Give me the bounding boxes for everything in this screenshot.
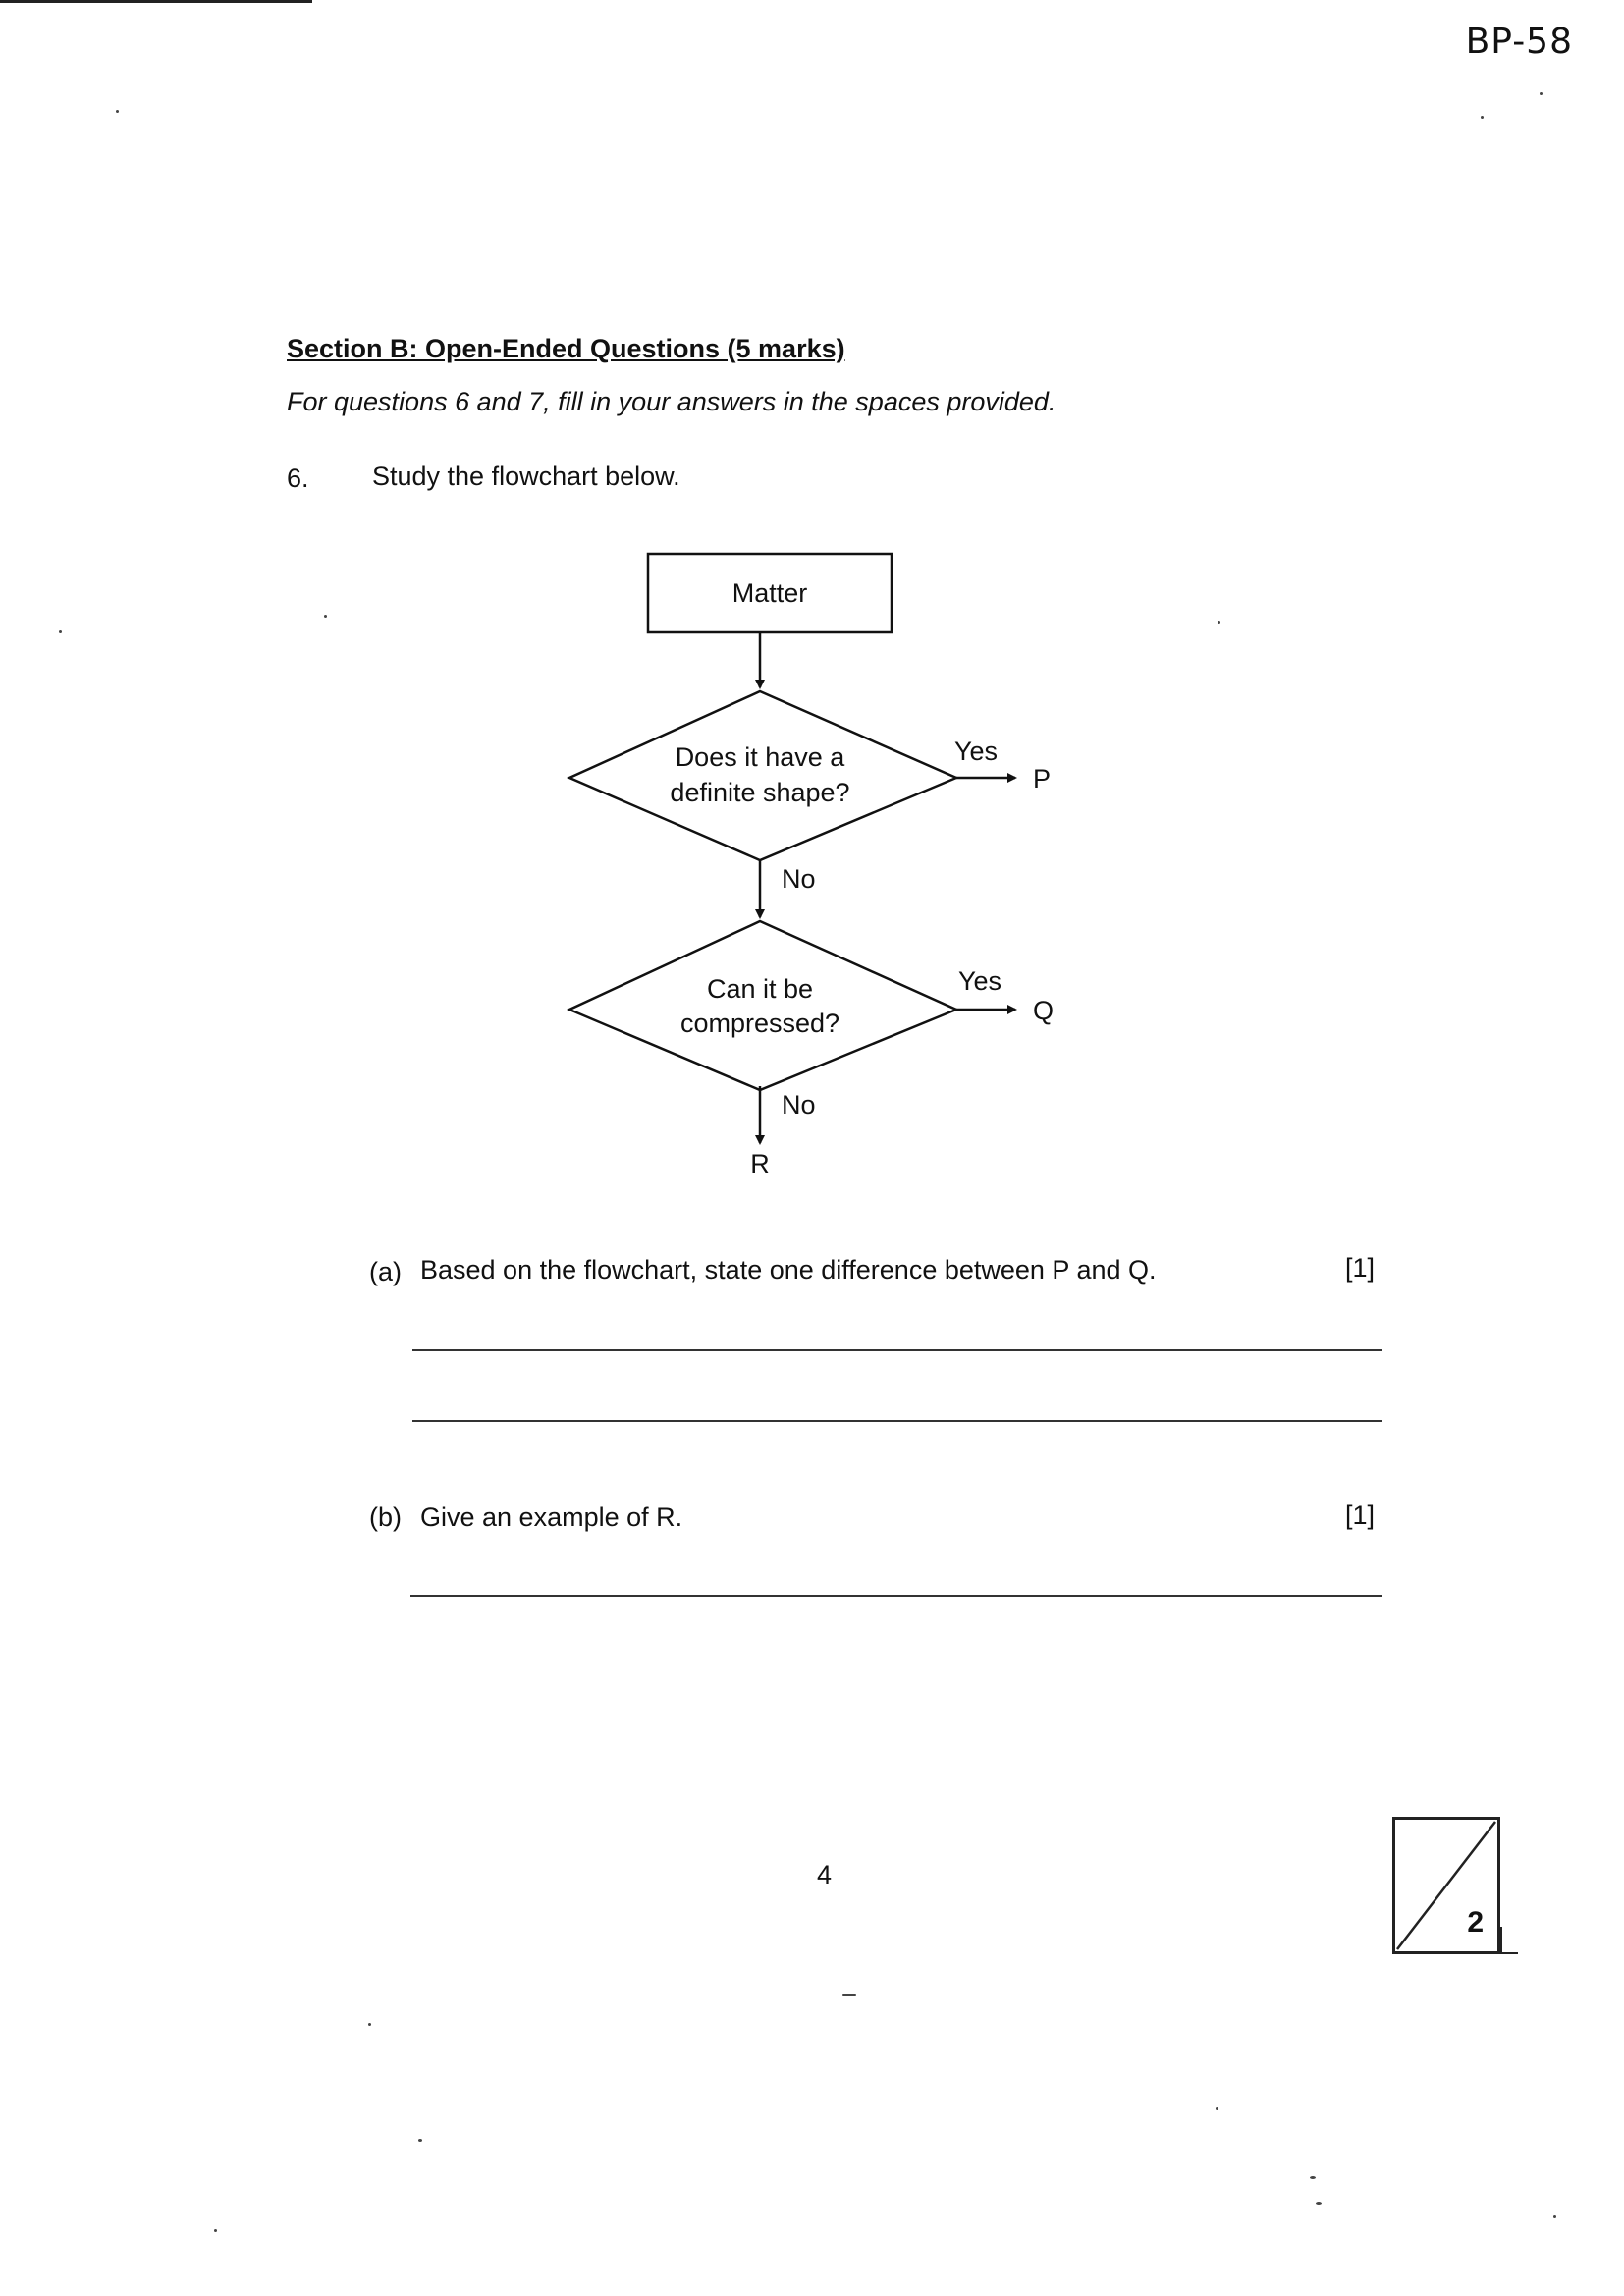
scan-speck [1310,2176,1316,2179]
part-a-marks: [1] [1345,1253,1376,1283]
marks-total: 2 [1467,1906,1484,1939]
question-prompt: Study the flowchart below. [372,462,680,491]
scan-speck [1553,2215,1556,2218]
flowchart-decision2-no-label: No [782,1090,816,1120]
scan-speck [368,2023,371,2026]
flowchart-decision1-no-label: No [782,864,816,894]
flowchart-result-p: P [1033,764,1052,793]
section-instructions: For questions 6 and 7, fill in your answers in the spaces provided. [287,387,1056,416]
scan-speck [1540,92,1543,95]
flowchart-result-q: Q [1033,996,1055,1025]
top-rule [0,0,312,3]
scan-speck [842,1994,856,1996]
scan-speck [1216,2107,1218,2110]
flowchart-decision1-line1: Does it have a [675,742,845,772]
part-a-text: Based on the flowchart, state one difference between P and Q. [420,1255,1157,1285]
part-b-marks: [1] [1345,1501,1376,1530]
flowchart-decision2-line1: Can it be [706,974,814,1004]
scan-speck [214,2229,217,2232]
part-b-label: (b) [369,1503,402,1532]
flowchart-start-label: Matter [731,578,808,608]
flowchart-result-r: R [750,1149,770,1178]
question-number: 6. [287,464,309,493]
part-b-text: Give an example of R. [420,1503,683,1532]
flowchart-decision1-yes-label: Yes [954,737,999,766]
flowchart-decision2-yes-label: Yes [958,966,1002,996]
flowchart-decision1-diamond [569,691,956,860]
flowchart-decision2-line2: compressed? [679,1009,840,1038]
scan-speck [116,110,119,113]
section-title: Section B: Open-Ended Questions (5 marks) [287,334,845,363]
flowchart-decision2-diamond [569,921,956,1090]
scan-speck [324,615,327,618]
answer-line-a-1[interactable] [412,1349,1382,1351]
marks-box-corner-tick [1500,1927,1518,1954]
part-a-label: (a) [369,1257,402,1286]
flowchart-decision1-line2: definite shape? [670,778,850,807]
header-code: BP-58 [1465,22,1573,62]
scan-speck [418,2139,422,2142]
scan-speck [59,630,62,633]
answer-line-a-2[interactable] [412,1420,1382,1422]
scan-speck [1316,2202,1322,2205]
marks-box [1392,1817,1500,1954]
scan-speck [1218,621,1220,624]
answer-line-b-1[interactable] [410,1595,1382,1597]
flowchart [550,530,1080,1198]
page-number: 4 [817,1860,833,1889]
scan-speck [1481,116,1484,119]
